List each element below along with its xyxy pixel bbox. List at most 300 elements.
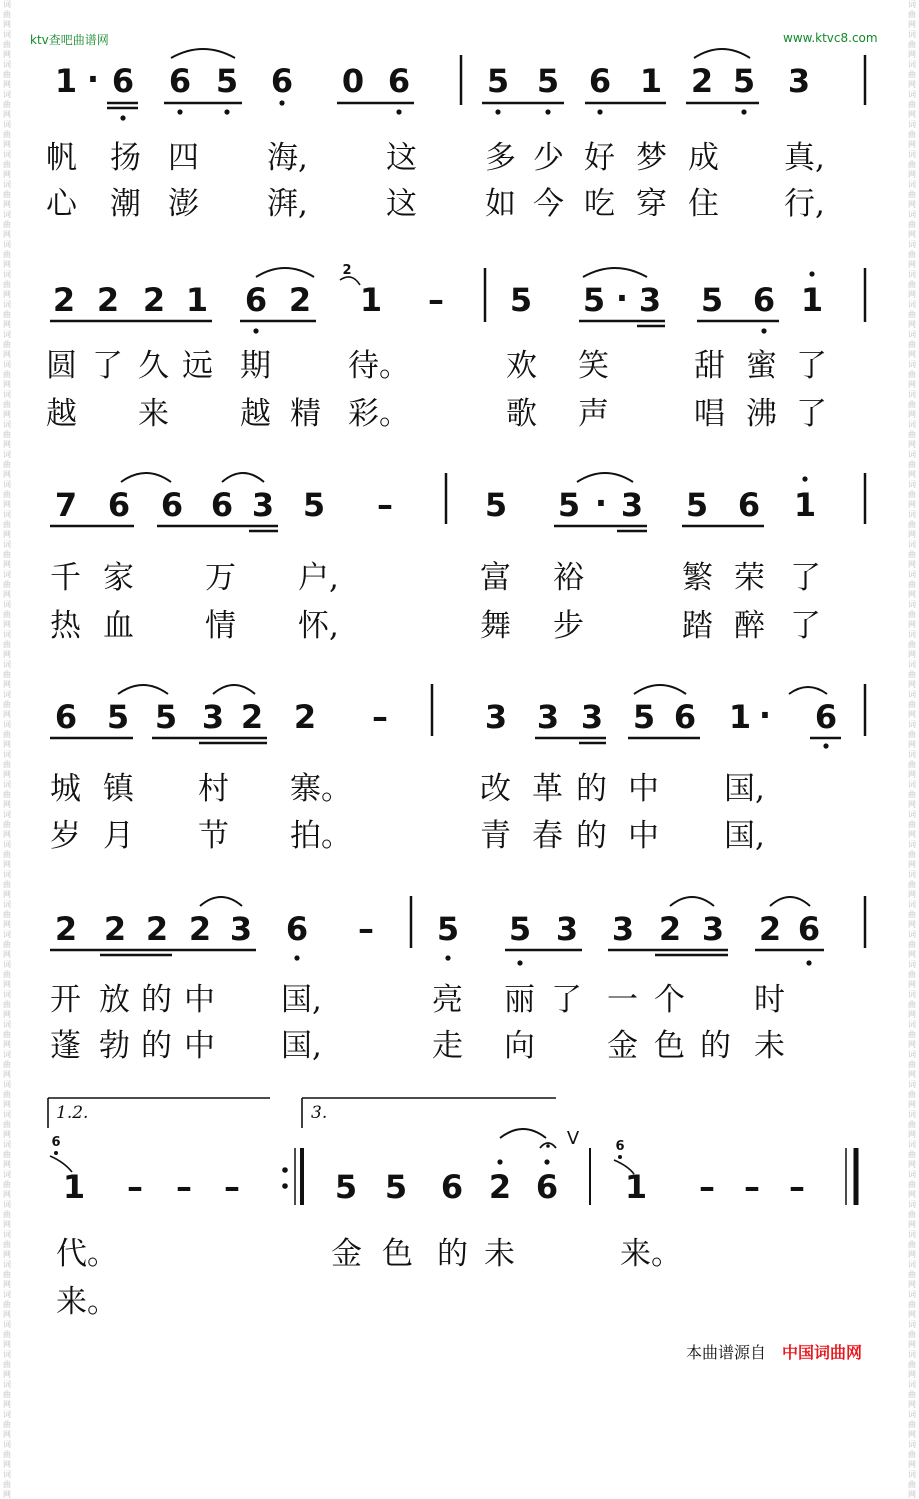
watermark-char: 网 xyxy=(908,320,916,329)
lyric-char: 的 xyxy=(141,1028,172,1064)
note: 2 xyxy=(488,1168,512,1206)
dash: – xyxy=(699,1168,715,1206)
watermark-char: 词 xyxy=(908,570,916,579)
watermark-char: 网 xyxy=(3,50,11,59)
watermark-char: 词 xyxy=(3,210,11,219)
note: 3 xyxy=(229,910,253,948)
watermark-char: 网 xyxy=(3,380,11,389)
note: 6 xyxy=(54,698,78,736)
watermark-char: 曲 xyxy=(3,1330,11,1339)
watermark-char: 词 xyxy=(3,1230,11,1239)
lyric-char: 向 xyxy=(504,1028,535,1064)
watermark-char: 曲 xyxy=(908,850,916,859)
watermark-char: 曲 xyxy=(3,1360,11,1369)
watermark-char: 词 xyxy=(908,1230,916,1239)
watermark-char: 网 xyxy=(908,1220,916,1229)
watermark-char: 曲 xyxy=(908,310,916,319)
note: 2 xyxy=(288,281,312,319)
watermark-char: 网 xyxy=(3,1340,11,1349)
augmentation-dot: · xyxy=(758,696,772,734)
watermark-char: 词 xyxy=(3,960,11,969)
note: 3 xyxy=(611,910,635,948)
watermark-char: 网 xyxy=(908,500,916,509)
watermark-char: 词 xyxy=(908,960,916,969)
watermark-char: 词 xyxy=(908,60,916,69)
note: 5 xyxy=(302,486,326,524)
watermark-char: 网 xyxy=(908,440,916,449)
watermark-char: 曲 xyxy=(3,1090,11,1099)
note: 5 xyxy=(384,1168,408,1206)
watermark-char: 网 xyxy=(3,1310,11,1319)
score-line-2 xyxy=(50,263,865,334)
lyric-char: 的 xyxy=(141,982,172,1018)
lyric-char: 唱 xyxy=(694,396,725,432)
note: 5 xyxy=(106,698,130,736)
note: 2 xyxy=(142,281,166,319)
note: 6 xyxy=(111,62,135,100)
watermark-char: 网 xyxy=(3,1370,11,1379)
note: 5 xyxy=(732,62,756,100)
watermark-char: 词 xyxy=(3,1320,11,1329)
note: 2 xyxy=(103,910,127,948)
lyric-char: 拍。 xyxy=(290,818,352,854)
score-line-6 xyxy=(48,1098,856,1206)
watermark-char: 词 xyxy=(3,570,11,579)
watermark-char: 曲 xyxy=(3,880,11,889)
watermark-char: 词 xyxy=(908,1140,916,1149)
watermark-char: 网 xyxy=(908,770,916,779)
note: 3 xyxy=(580,698,604,736)
watermark-char: 词 xyxy=(908,1350,916,1359)
lyric-char: 勃 xyxy=(99,1028,130,1064)
watermark-char: 网 xyxy=(908,650,916,659)
note: 6 xyxy=(440,1168,464,1206)
note: 6 xyxy=(752,281,776,319)
watermark-char: 网 xyxy=(3,470,11,479)
note: 6 xyxy=(270,62,294,100)
lyric-char: 了 xyxy=(790,560,821,596)
volta-3: 3. xyxy=(311,1103,328,1123)
watermark-char: 曲 xyxy=(3,280,11,289)
lyric-char: 寨。 xyxy=(290,771,352,807)
note: 7 xyxy=(54,486,78,524)
note: 6 xyxy=(588,62,612,100)
watermark-char: 词 xyxy=(3,390,11,399)
note: 1 xyxy=(185,281,209,319)
watermark-char: 曲 xyxy=(3,1150,11,1159)
watermark-char: 曲 xyxy=(3,520,11,529)
watermark-char: 词 xyxy=(908,390,916,399)
watermark-char: 网 xyxy=(908,620,916,629)
lyric-char: 远 xyxy=(182,348,213,384)
lyric-char: 时 xyxy=(754,982,785,1018)
watermark-char: 词 xyxy=(3,0,11,9)
watermark-char: 词 xyxy=(3,540,11,549)
watermark-char: 曲 xyxy=(908,1390,916,1399)
dash: – xyxy=(789,1168,805,1206)
watermark-char: 曲 xyxy=(908,490,916,499)
watermark-char: 网 xyxy=(908,1250,916,1259)
note: 2 xyxy=(758,910,782,948)
watermark-char: 网 xyxy=(3,320,11,329)
watermark-char: 网 xyxy=(3,1280,11,1289)
lyric-char: 放 xyxy=(99,982,130,1018)
lyric-char: 蓬 xyxy=(50,1028,81,1064)
note: 5 xyxy=(632,698,656,736)
watermark-char: 曲 xyxy=(908,40,916,49)
lyric-char: 色 xyxy=(654,1028,685,1064)
lyric-char: 富 xyxy=(480,560,511,596)
note: 6 xyxy=(168,62,192,100)
note: 6 xyxy=(285,910,309,948)
watermark-char: 曲 xyxy=(3,1390,11,1399)
watermark-char: 词 xyxy=(3,240,11,249)
watermark-char: 曲 xyxy=(908,250,916,259)
watermark-char: 网 xyxy=(908,1190,916,1199)
lyric-char: 国, xyxy=(724,771,765,807)
watermark-char: 词 xyxy=(3,930,11,939)
lyric-char: 行, xyxy=(784,186,825,222)
watermark-char: 词 xyxy=(3,330,11,339)
watermark-char: 网 xyxy=(908,110,916,119)
watermark-char: 网 xyxy=(908,890,916,899)
watermark-char: 曲 xyxy=(908,820,916,829)
lyric-char: 未 xyxy=(754,1028,785,1064)
watermark-char: 曲 xyxy=(3,1210,11,1219)
score-line-4 xyxy=(50,684,865,749)
lyric-char: 情 xyxy=(205,608,236,644)
watermark-char: 曲 xyxy=(908,1270,916,1279)
note: 1 xyxy=(793,486,817,524)
watermark-char: 曲 xyxy=(3,760,11,769)
lyric-char: 的 xyxy=(576,818,607,854)
watermark-char: 曲 xyxy=(908,1240,916,1249)
watermark-char: 曲 xyxy=(908,700,916,709)
watermark-char: 网 xyxy=(908,260,916,269)
note: 3 xyxy=(536,698,560,736)
watermark-char: 词 xyxy=(3,810,11,819)
watermark-char: 词 xyxy=(908,360,916,369)
note: 6 xyxy=(244,281,268,319)
watermark-char: 词 xyxy=(908,990,916,999)
watermark-char: 曲 xyxy=(3,1270,11,1279)
watermark-char: 网 xyxy=(3,680,11,689)
watermark-char: 网 xyxy=(3,260,11,269)
watermark-char: 曲 xyxy=(908,910,916,919)
note: 6 xyxy=(107,486,131,524)
watermark-char: 曲 xyxy=(3,580,11,589)
watermark-char: 词 xyxy=(3,1050,11,1059)
note: 6 xyxy=(210,486,234,524)
watermark-char: 词 xyxy=(3,630,11,639)
note: 6 xyxy=(814,698,838,736)
watermark-char: 词 xyxy=(908,900,916,909)
lyric-char: 了 xyxy=(796,396,827,432)
watermark-char: 词 xyxy=(3,1380,11,1389)
watermark-char: 曲 xyxy=(908,190,916,199)
watermark-char: 曲 xyxy=(3,460,11,469)
watermark-char: 曲 xyxy=(908,1360,916,1369)
lyric-char: 金 xyxy=(607,1028,638,1064)
watermark-char: 词 xyxy=(3,1410,11,1419)
watermark-char: 网 xyxy=(908,200,916,209)
watermark-char: 网 xyxy=(3,1040,11,1049)
note: 1 xyxy=(624,1168,648,1206)
dash: – xyxy=(224,1168,240,1206)
watermark-char: 词 xyxy=(908,1050,916,1059)
watermark-char: 词 xyxy=(908,480,916,489)
note: 6 xyxy=(387,62,411,100)
watermark-char: 词 xyxy=(908,720,916,729)
watermark-char: 网 xyxy=(3,440,11,449)
watermark-char: 曲 xyxy=(908,340,916,349)
lyric-char: 精 xyxy=(290,396,321,432)
watermark-char: 词 xyxy=(3,30,11,39)
note: 3 xyxy=(638,281,662,319)
watermark-char: 网 xyxy=(3,860,11,869)
note: 3 xyxy=(201,698,225,736)
watermark-char: 词 xyxy=(3,720,11,729)
watermark-char: 网 xyxy=(3,1130,11,1139)
watermark-char: 词 xyxy=(908,450,916,459)
watermark-char: 曲 xyxy=(908,160,916,169)
watermark-char: 曲 xyxy=(908,880,916,889)
watermark-char: 网 xyxy=(3,980,11,989)
watermark-char: 曲 xyxy=(908,10,916,19)
watermark-char: 曲 xyxy=(3,910,11,919)
dash: – xyxy=(358,910,374,948)
lyric-char: 好 xyxy=(584,140,615,176)
lyric-char: 血 xyxy=(103,608,134,644)
note: 3 xyxy=(787,62,811,100)
note: 6 xyxy=(673,698,697,736)
lyric-char: 未 xyxy=(484,1236,515,1272)
note: 1 xyxy=(359,281,383,319)
watermark-char: 曲 xyxy=(908,1180,916,1189)
watermark-char: 词 xyxy=(3,780,11,789)
site-name-left: ktv查吧曲谱网 xyxy=(30,33,109,47)
note: 3 xyxy=(701,910,725,948)
watermark-char: 曲 xyxy=(908,1300,916,1309)
watermark-char: 曲 xyxy=(908,1090,916,1099)
watermark-char: 曲 xyxy=(3,40,11,49)
watermark-char: 词 xyxy=(3,150,11,159)
lyric-char: 真, xyxy=(784,140,825,176)
lyric-char: 笑 xyxy=(578,348,609,384)
watermark-char: 网 xyxy=(908,50,916,59)
watermark-char: 曲 xyxy=(908,130,916,139)
watermark-char: 网 xyxy=(908,1010,916,1019)
watermark-char: 词 xyxy=(3,1260,11,1269)
watermark-char: 曲 xyxy=(908,370,916,379)
watermark-char: 网 xyxy=(908,1310,916,1319)
note: 6 xyxy=(737,486,761,524)
lyric-char: 多 xyxy=(485,140,516,176)
lyric-char: 越 xyxy=(46,396,77,432)
watermark-char: 词 xyxy=(908,420,916,429)
lyric-char: 步 xyxy=(553,608,584,644)
watermark-char: 词 xyxy=(3,1080,11,1089)
note: 2 xyxy=(96,281,120,319)
lyric-char: 户, xyxy=(298,560,339,596)
note: 6 xyxy=(160,486,184,524)
lyric-char: 的 xyxy=(437,1236,468,1272)
watermark-char: 网 xyxy=(3,1250,11,1259)
lyric-char: 来。 xyxy=(620,1236,682,1272)
watermark-char: 词 xyxy=(908,1410,916,1419)
lyric-char: 色 xyxy=(382,1236,413,1272)
lyric-char: 如 xyxy=(485,186,516,222)
lyric-char: 走 xyxy=(432,1028,463,1064)
watermark-char: 网 xyxy=(908,950,916,959)
note: 5 xyxy=(334,1168,358,1206)
note: 5 xyxy=(536,62,560,100)
watermark-char: 词 xyxy=(3,990,11,999)
watermark-char: 词 xyxy=(908,0,916,9)
watermark-char: 曲 xyxy=(3,100,11,109)
watermark-char: 网 xyxy=(908,350,916,359)
watermark-char: 曲 xyxy=(908,1120,916,1129)
watermark-char: 曲 xyxy=(908,1150,916,1159)
note: 5 xyxy=(685,486,709,524)
lyric-char: 荣 xyxy=(734,560,765,596)
lyric-char: 怀, xyxy=(298,608,339,644)
watermark-char: 曲 xyxy=(3,670,11,679)
dash: – xyxy=(744,1168,760,1206)
note: 1 xyxy=(800,281,824,319)
lyric-char: 舞 xyxy=(480,608,511,644)
note: 1 xyxy=(62,1168,86,1206)
note: 2 xyxy=(293,698,317,736)
lyric-char: 个 xyxy=(654,982,685,1018)
watermark-char: 词 xyxy=(3,120,11,129)
watermark-char: 词 xyxy=(3,1440,11,1449)
augmentation-dot: · xyxy=(594,484,608,522)
watermark-char: 网 xyxy=(3,290,11,299)
watermark-char: 曲 xyxy=(3,10,11,19)
watermark-char: 词 xyxy=(3,1110,11,1119)
note: 1 xyxy=(728,698,752,736)
watermark-char: 曲 xyxy=(908,220,916,229)
lyric-char: 蜜 xyxy=(746,348,777,384)
lyric-char: 繁 xyxy=(682,560,713,596)
augmentation-dot: · xyxy=(615,279,629,317)
watermark-char: 曲 xyxy=(908,70,916,79)
lyric-char: 住 xyxy=(688,186,719,222)
note: 5 xyxy=(582,281,606,319)
watermark-char: 网 xyxy=(3,530,11,539)
lyric-char: 踏 xyxy=(682,608,713,644)
lyric-char: 欢 xyxy=(506,348,537,384)
watermark-char: 曲 xyxy=(908,280,916,289)
watermark-char: 曲 xyxy=(3,70,11,79)
watermark-char: 词 xyxy=(3,450,11,459)
lyric-char: 来。 xyxy=(56,1284,118,1320)
watermark-char: 网 xyxy=(908,230,916,239)
lyric-char: 来 xyxy=(138,396,169,432)
lyric-char: 潮 xyxy=(110,186,141,222)
watermark-char: 网 xyxy=(908,170,916,179)
lyric-char: 帆 xyxy=(46,140,77,176)
watermark-char: 词 xyxy=(3,180,11,189)
watermark-char: 曲 xyxy=(908,580,916,589)
watermark-char: 网 xyxy=(3,1400,11,1409)
lyric-char: 改 xyxy=(480,771,511,807)
lyric-char: 扬 xyxy=(110,140,141,176)
note: 1 xyxy=(639,62,663,100)
watermark-char: 网 xyxy=(3,1100,11,1109)
watermark-char: 词 xyxy=(908,300,916,309)
lyric-char: 醉 xyxy=(734,608,765,644)
watermark-char: 网 xyxy=(908,20,916,29)
footer-brand-link[interactable]: 中国词曲网 xyxy=(782,1343,863,1362)
watermark-char: 网 xyxy=(908,560,916,569)
note: 5 xyxy=(486,62,510,100)
watermark-char: 网 xyxy=(3,1430,11,1439)
watermark-char: 词 xyxy=(3,510,11,519)
dash: – xyxy=(127,1168,143,1206)
watermark-char: 词 xyxy=(908,1320,916,1329)
watermark-char: 网 xyxy=(3,590,11,599)
watermark-char: 网 xyxy=(3,140,11,149)
watermark-char: 曲 xyxy=(3,130,11,139)
lyric-char: 甜 xyxy=(694,348,725,384)
lyric-char: 青 xyxy=(480,818,511,854)
watermark-char: 词 xyxy=(3,1170,11,1179)
watermark-char: 词 xyxy=(3,600,11,609)
lyric-char: 国, xyxy=(281,1028,322,1064)
dash: – xyxy=(176,1168,192,1206)
watermark-char: 曲 xyxy=(908,970,916,979)
watermark-char: 网 xyxy=(3,950,11,959)
lyric-char: 澎 xyxy=(168,186,199,222)
augmentation-dot: · xyxy=(86,60,100,98)
watermark-char: 网 xyxy=(3,620,11,629)
watermark-char: 曲 xyxy=(3,1120,11,1129)
note: 2 xyxy=(145,910,169,948)
watermark-char: 网 xyxy=(908,1400,916,1409)
score-line-3 xyxy=(50,473,865,531)
watermark-char: 词 xyxy=(908,630,916,639)
watermark-char: 网 xyxy=(908,590,916,599)
watermark-char: 曲 xyxy=(3,1450,11,1459)
watermark-char: 网 xyxy=(3,350,11,359)
lyric-char: 金 xyxy=(331,1236,362,1272)
watermark-char: 曲 xyxy=(3,730,11,739)
watermark-char: 词 xyxy=(908,540,916,549)
watermark-char: 网 xyxy=(908,1130,916,1139)
watermark-char: 网 xyxy=(908,1040,916,1049)
watermark-char: 曲 xyxy=(3,220,11,229)
lyric-char: 岁 xyxy=(50,818,81,854)
watermark-char: 词 xyxy=(3,840,11,849)
watermark-char: 网 xyxy=(908,470,916,479)
watermark-char: 词 xyxy=(908,180,916,189)
watermark-char: 曲 xyxy=(3,700,11,709)
watermark-char: 词 xyxy=(908,810,916,819)
note: 2 xyxy=(690,62,714,100)
watermark-char: 网 xyxy=(908,680,916,689)
note: 6 xyxy=(797,910,821,948)
watermark-char: 网 xyxy=(3,80,11,89)
watermark-char: 词 xyxy=(908,660,916,669)
watermark-char: 曲 xyxy=(3,250,11,259)
watermark-char: 曲 xyxy=(908,550,916,559)
lyric-char: 万 xyxy=(205,560,236,596)
watermark-char: 曲 xyxy=(908,1060,916,1069)
watermark-char: 词 xyxy=(908,120,916,129)
watermark-char: 网 xyxy=(908,530,916,539)
